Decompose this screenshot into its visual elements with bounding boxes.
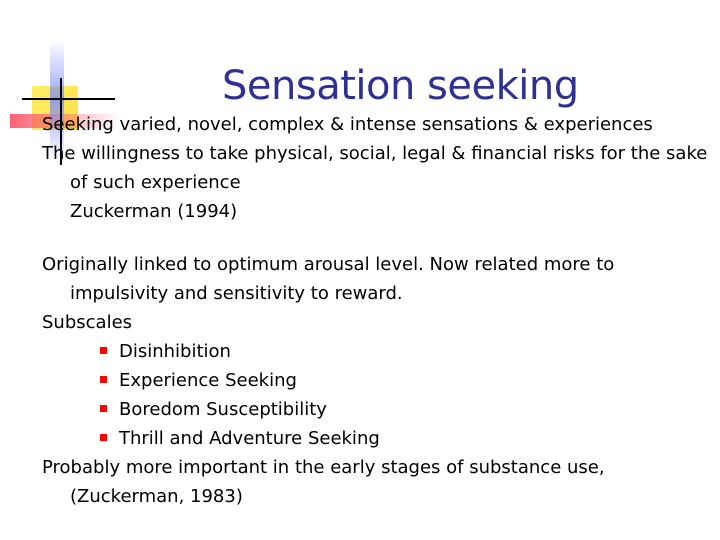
subscale-label: Experience Seeking: [119, 370, 297, 391]
subscale-item: [42, 395, 614, 424]
subscale-item: [42, 424, 614, 453]
subscale-item: [42, 337, 614, 366]
bullet-square-icon: [100, 347, 107, 354]
bullet-square-icon: [100, 434, 107, 441]
paragraph-line: Probably more important in the early stages of substance use,: [42, 457, 605, 478]
subscale-label: Boredom Susceptibility: [119, 399, 327, 420]
paragraph-line: impulsivity and sensitivity to reward.: [70, 283, 403, 304]
bullet-square-icon: [100, 405, 107, 412]
bullet-square-icon: [100, 376, 107, 383]
citation: (Zuckerman, 1983): [70, 486, 243, 507]
details-block: [42, 250, 614, 511]
subscale-label: Disinhibition: [119, 341, 231, 362]
paragraph-line: The willingness to take physical, social, legal & financial risks for the sake: [42, 143, 708, 164]
paragraph-line: Originally linked to optimum arousal level. Now related more to: [42, 254, 615, 275]
citation: Zuckerman (1994): [70, 201, 238, 222]
paragraph-line: of such experience: [70, 172, 241, 193]
subscale-label: Thrill and Adventure Seeking: [119, 428, 380, 449]
paragraph-line: Seeking varied, novel, complex & intense sensations & experiences: [42, 114, 653, 135]
subscale-item: [42, 366, 614, 395]
slide-title: Sensation seeking: [222, 63, 579, 109]
intro-block: [42, 110, 707, 226]
subscales-heading: Subscales: [42, 312, 133, 333]
